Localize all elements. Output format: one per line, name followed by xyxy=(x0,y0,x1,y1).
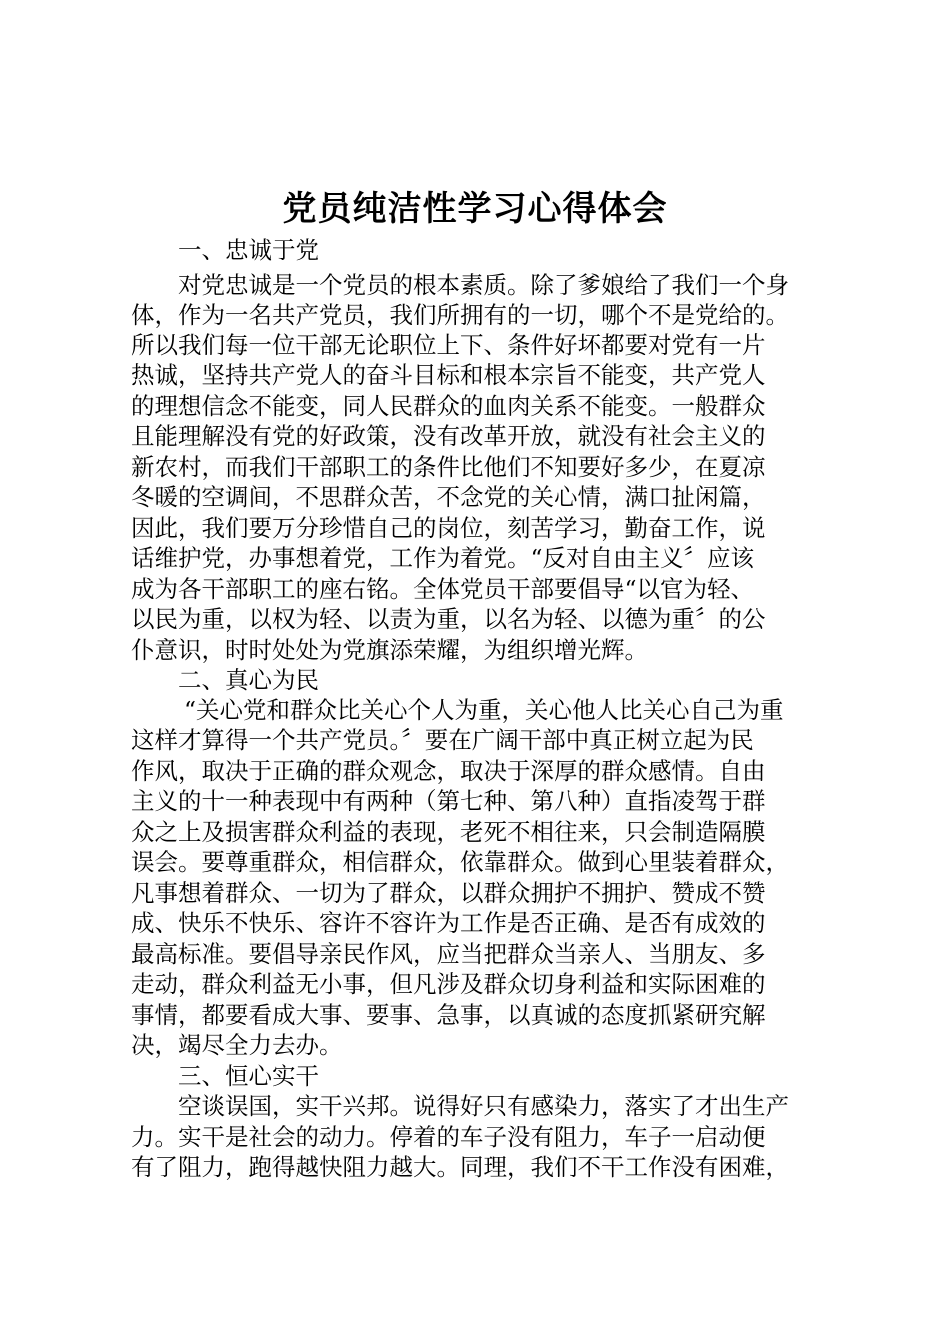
paragraph-line: 主义的十一种表现中有两种（第七种、第八种）直指凌驾于群 xyxy=(131,787,766,815)
paragraph-line: 力。实干是社会的动力。停着的车子没有阻力，车子一启动便 xyxy=(131,1123,766,1151)
paragraph-line: 最高标准。要倡导亲民作风，应当把群众当亲人、当朋友、多 xyxy=(131,940,766,968)
paragraph-line: 空谈误国，实干兴邦。说得好只有感染力，落实了才出生产 xyxy=(178,1092,789,1120)
paragraph-line: 话维护党，办事想着党，工作为着党。“反对自由主义〞应该 xyxy=(131,544,755,572)
paragraph-line: 误会。要尊重群众，相信群众，依靠群众。做到心里装着群众， xyxy=(131,848,789,876)
paragraph-line: 热诚，坚持共产党人的奋斗目标和根本宗旨不能变，共产党人 xyxy=(131,361,766,389)
paragraph-line: 成、快乐不快乐、容许不容许为工作是否正确、是否有成效的 xyxy=(131,909,766,937)
paragraph-line: 凡事想着群众、一切为了群众，以群众拥护不拥护、赞成不赞 xyxy=(131,879,766,907)
paragraph-line: 对党忠诚是一个党员的根本素质。除了爹娘给了我们一个身 xyxy=(178,271,789,299)
paragraph-line: 成为各干部职工的座右铭。全体党员干部要倡导“以官为轻、 xyxy=(131,575,755,603)
paragraph-line: 体，作为一名共产党员，我们所拥有的一切，哪个不是党给的。 xyxy=(131,301,789,329)
paragraph-line: 因此，我们要万分珍惜自己的岗位，刻苦学习，勤奋工作，说 xyxy=(131,514,766,542)
section-heading: 三、恒心实干 xyxy=(178,1062,319,1090)
paragraph-line: 的理想信念不能变，同人民群众的血肉关系不能变。一般群众 xyxy=(131,392,766,420)
document-title: 党员纯洁性学习心得体会 xyxy=(282,189,668,229)
paragraph-line: 以民为重，以权为轻、以责为重，以名为轻、以德为重〞的公 xyxy=(131,605,766,633)
paragraph-line: 有了阻力，跑得越快阻力越大。同理，我们不干工作没有困难， xyxy=(131,1153,789,1181)
paragraph-line: 仆意识，时时处处为党旗添荣耀，为组织增光辉。 xyxy=(131,636,648,664)
section-heading: 二、真心为民 xyxy=(178,666,319,694)
paragraph-line: 所以我们每一位干部无论职位上下、条件好坏都要对党有一片 xyxy=(131,331,766,359)
paragraph-line: 这样才算得一个共产党员。〞要在广阔干部中真正树立起为民 xyxy=(131,726,754,754)
paragraph-line: 众之上及损害群众利益的表现，老死不相往来，只会制造隔膜 xyxy=(131,818,766,846)
paragraph-line: 新农村，而我们干部职工的条件比他们不知要好多少，在夏凉 xyxy=(131,453,766,481)
paragraph-line: 走动，群众利益无小事，但凡涉及群众切身利益和实际困难的 xyxy=(131,970,766,998)
paragraph-line: 决，竭尽全力去办。 xyxy=(131,1031,343,1059)
paragraph-line: “关心党和群众比关心个人为重，关心他人比关心自己为重 xyxy=(184,696,784,724)
paragraph-line: 事情，都要看成大事、要事、急事，以真诚的态度抓紧研究解 xyxy=(131,1001,766,1029)
paragraph-line: 冬暖的空调间，不思群众苦，不念党的关心情，满口扯闲篇， xyxy=(131,483,766,511)
section-heading: 一、忠诚于党 xyxy=(178,236,319,264)
paragraph-line: 且能理解没有党的好政策，没有改革开放，就没有社会主义的 xyxy=(131,422,766,450)
paragraph-line: 作风，取决于正确的群众观念，取决于深厚的群众感情。自由 xyxy=(131,757,766,785)
